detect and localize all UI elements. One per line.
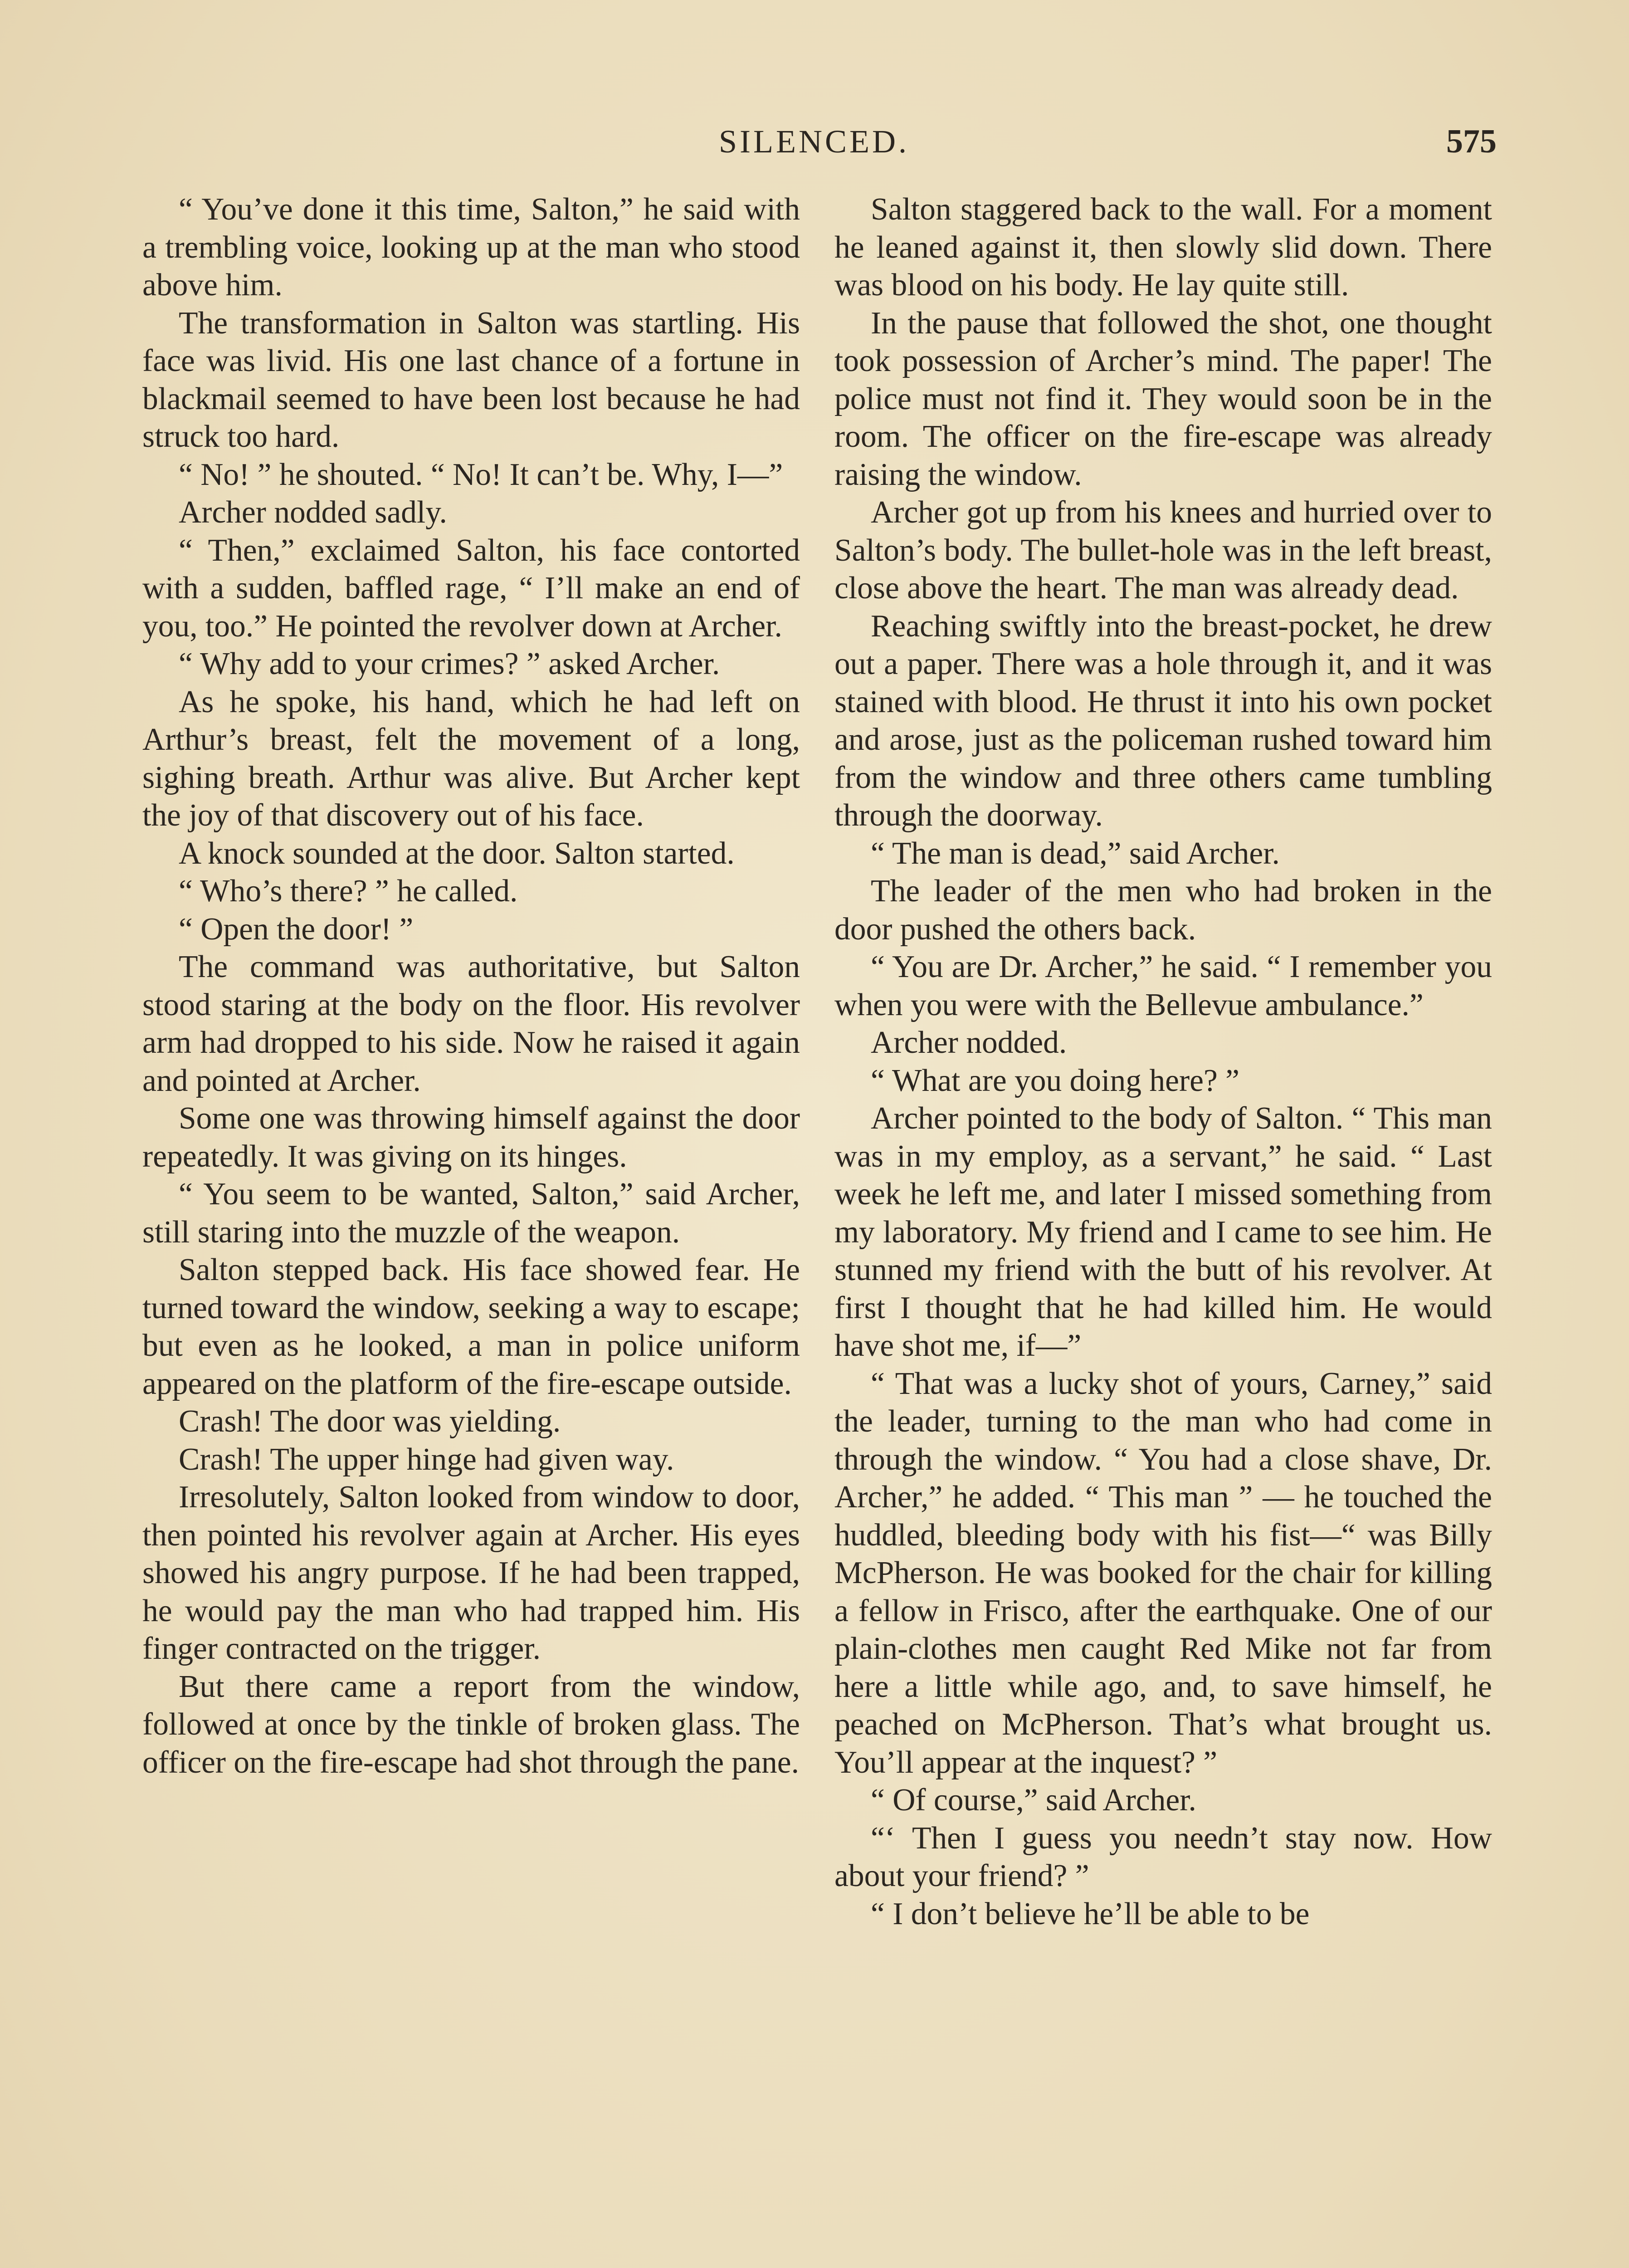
paragraph: “‘ Then I guess you needn’t stay now. How about your friend? ”: [834, 1820, 1492, 1893]
paragraph: The leader of the men who had broken in the door pushed the others back.: [834, 874, 1492, 947]
paragraph: As he spoke, his hand, which he had left on Arthur’s breast, felt the movement of a long, sighing breath. Arthur was alive. But Archer kept the joy of that discovery out of his face.: [142, 684, 800, 833]
paragraph: Irresolutely, Salton looked from window to door, then pointed his revolver again at Archer. His eyes showed his angry purpose. If he had been trapped, he would pay the man who had trapped him. His finger contracted on the trigger.: [142, 1480, 800, 1666]
paragraph: “ That was a lucky shot of yours, Carney,” said the leader, turning to the man who had come in through the window. “ You had a close shave, Dr. Archer,” he added. “ This man ” — he touched the huddled, bleeding body with his fist—“ was Billy McPherson. He was booked for the chair for killing a fellow in Frisco, after the earthquake. One of our plain-clothes men caught Red Mike not far from here a little while ago, and, to save himself, he peached on McPherson. That’s what brought us. You’ll appear at the inquest? ”: [834, 1366, 1492, 1780]
paragraph: Archer nodded.: [871, 1025, 1067, 1060]
paragraph: But there came a report from the window, followed at once by the tinkle of broken glass. The officer on the fire-escape had shot through the pane.: [142, 1669, 800, 1780]
paragraph: “ The man is dead,” said Archer.: [871, 836, 1280, 871]
paragraph: In the pause that followed the shot, one thought took possession of Archer’s mind. The paper! The police must not find it. They would soon be in the room. The officer on the fire-escape was already raising the window.: [834, 305, 1492, 492]
paragraph: The command was authoritative, but Salton stood staring at the body on the floor. His revolver arm had dropped to his side. Now he raised it again and pointed at Archer.: [142, 949, 800, 1098]
paragraph: “ You are Dr. Archer,” he said. “ I remember you when you were with the Bellevue ambulance.”: [834, 949, 1492, 1022]
paragraph: “ I don’t believe he’ll be able to be: [871, 1896, 1310, 1931]
paragraph: “ Of course,” said Archer.: [871, 1783, 1196, 1818]
paragraph: Crash! The door was yielding.: [179, 1404, 561, 1439]
running-title: SILENCED.: [719, 123, 909, 160]
paragraph: Some one was throwing himself against the door repeatedly. It was giving on its hinges.: [142, 1101, 800, 1174]
paragraph: “ Then,” exclaimed Salton, his face contorted with a sudden, baffled rage, “ I’ll make an end of you, too.” He pointed the revolver down at Archer.: [142, 533, 800, 644]
right-column: [834, 191, 1492, 1933]
paragraph: Salton stepped back. His face showed fear. He turned toward the window, seeking a way to escape; but even as he looked, a man in police uniform appeared on the platform of the fire-escape outside.: [142, 1252, 800, 1401]
page-number: 575: [1446, 123, 1497, 160]
paragraph: “ You seem to be wanted, Salton,” said Archer, still staring into the muzzle of the weapon.: [142, 1177, 800, 1250]
paragraph: Reaching swiftly into the breast-pocket, he drew out a paper. There was a hole through it, and it was stained with blood. He thrust it into his own pocket and arose, just as the policeman rushed toward him from the window and three others came tumbling through the doorway.: [834, 608, 1492, 833]
paragraph: “ Who’s there? ” he called.: [179, 874, 518, 909]
paragraph: “ Why add to your crimes? ” asked Archer.: [179, 646, 720, 681]
paragraph: “ You’ve done it this time, Salton,” he said with a trembling voice, looking up at the man who stood above him.: [142, 192, 800, 303]
paragraph: The transformation in Salton was startling. His face was livid. His one last chance of a fortune in blackmail seemed to have been lost because he had struck too hard.: [142, 305, 800, 454]
paragraph: Salton staggered back to the wall. For a moment he leaned against it, then slowly slid down. There was blood on his body. He lay quite still.: [834, 192, 1492, 303]
page-header: [132, 119, 1497, 169]
paragraph: A knock sounded at the door. Salton started.: [179, 836, 735, 871]
left-column: [142, 191, 800, 1781]
paragraph: Archer got up from his knees and hurried over to Salton’s body. The bullet-hole was in the left breast, close above the heart. The man was already dead.: [834, 495, 1492, 606]
paragraph: Archer pointed to the body of Salton. “ This man was in my employ, as a servant,” he said. “ Last week he left me, and later I missed something from my laboratory. My friend and I came to see him. He stunned my friend with the butt of his revolver. At first I thought that he had killed him. He would have shot me, if—”: [834, 1101, 1492, 1363]
paragraph: Crash! The upper hinge had given way.: [179, 1442, 674, 1477]
paragraph: “ No! ” he shouted. “ No! It can’t be. Why, I—”: [179, 457, 783, 492]
paragraph: “ Open the door! ”: [179, 911, 414, 947]
paragraph: Archer nodded sadly.: [179, 495, 447, 530]
paragraph: “ What are you doing here? ”: [871, 1063, 1240, 1098]
